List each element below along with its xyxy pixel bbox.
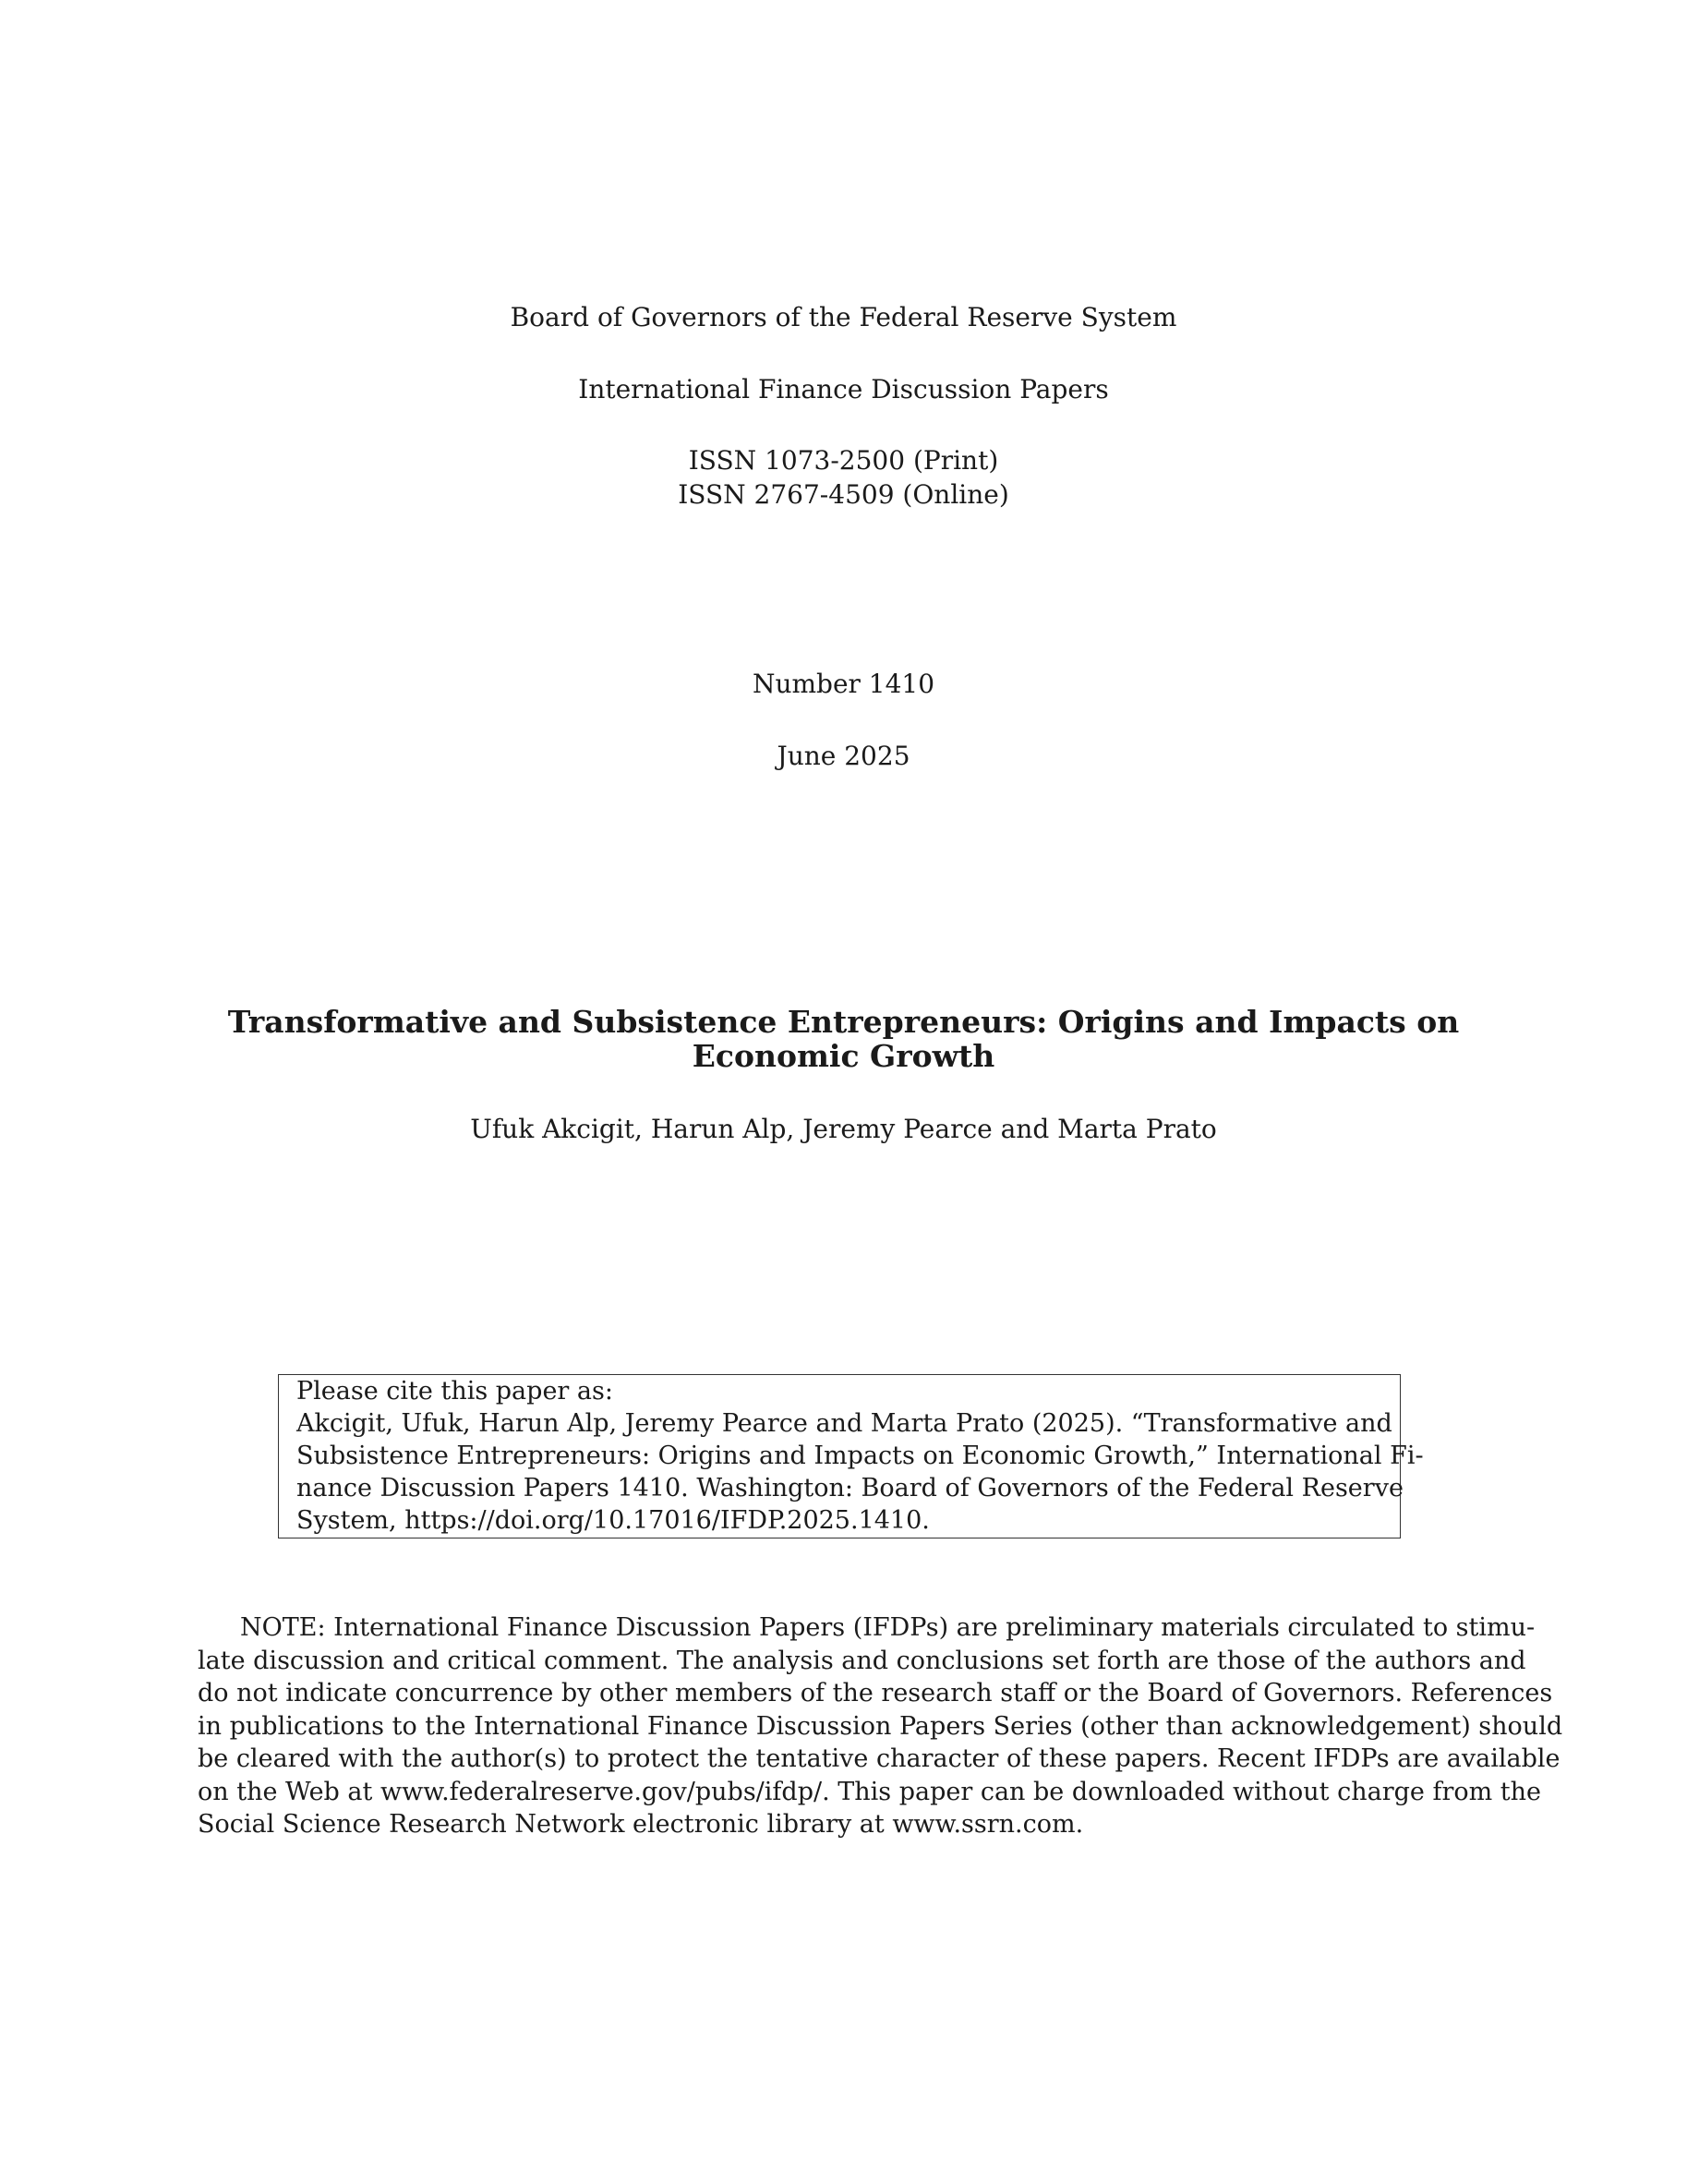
note-line-7: Social Science Research Network electronic library at www.ssrn.com.: [198, 1810, 1084, 1839]
note-line-6: on the Web at www.federalreserve.gov/pubs/ifdp/. This paper can be downloaded without charge from the: [198, 1777, 1542, 1806]
note-line-5: be cleared with the author(s) to protect the tentative character of these papers. Recent IFDPs are available: [198, 1744, 1560, 1773]
issn-print: ISSN 1073-2500 (Print): [688, 445, 999, 476]
citation-line-2: Subsistence Entrepreneurs: Origins and Impacts on Economic Growth,” International Fi-: [296, 1442, 1424, 1470]
paper-title: [0, 1005, 1687, 1073]
citation-line-1: Akcigit, Ufuk, Harun Alp, Jeremy Pearce and Marta Prato (2025). “Transformative and: [296, 1409, 1392, 1438]
citation-intro: Please cite this paper as:: [296, 1377, 613, 1406]
paper-authors: Ufuk Akcigit, Harun Alp, Jeremy Pearce and Marta Prato: [470, 1114, 1217, 1144]
disclaimer-note: [198, 1611, 1563, 1841]
citation-line-4: System, https://doi.org/10.17016/IFDP.2025.1410.: [296, 1506, 930, 1535]
issn-online: ISSN 2767-4509 (Online): [678, 479, 1009, 510]
citation-box: [278, 1374, 1424, 1538]
organization-name: Board of Governors of the Federal Reserve System: [510, 302, 1177, 332]
series-name: International Finance Discussion Papers: [578, 374, 1109, 404]
note-line-1: NOTE: International Finance Discussion Papers (IFDPs) are preliminary materials circulated to stimu-: [240, 1613, 1536, 1642]
paper-title-line-2: Economic Growth: [692, 1038, 995, 1074]
note-line-4: in publications to the International Finance Discussion Papers Series (other than acknowledgement) should: [198, 1711, 1563, 1741]
citation-line-3: nance Discussion Papers 1410. Washington: Board of Governors of the Federal Reserve: [296, 1474, 1404, 1502]
paper-title-line-1: Transformative and Subsistence Entrepreneurs: Origins and Impacts on: [227, 1004, 1460, 1040]
publication-date: June 2025: [777, 741, 910, 771]
note-line-3: do not indicate concurrence by other members of the research staff or the Board of Governors. References: [198, 1679, 1553, 1707]
note-line-2: late discussion and critical comment. The analysis and conclusions set forth are those of the authors and: [198, 1646, 1526, 1675]
paper-number: Number 1410: [752, 669, 935, 699]
